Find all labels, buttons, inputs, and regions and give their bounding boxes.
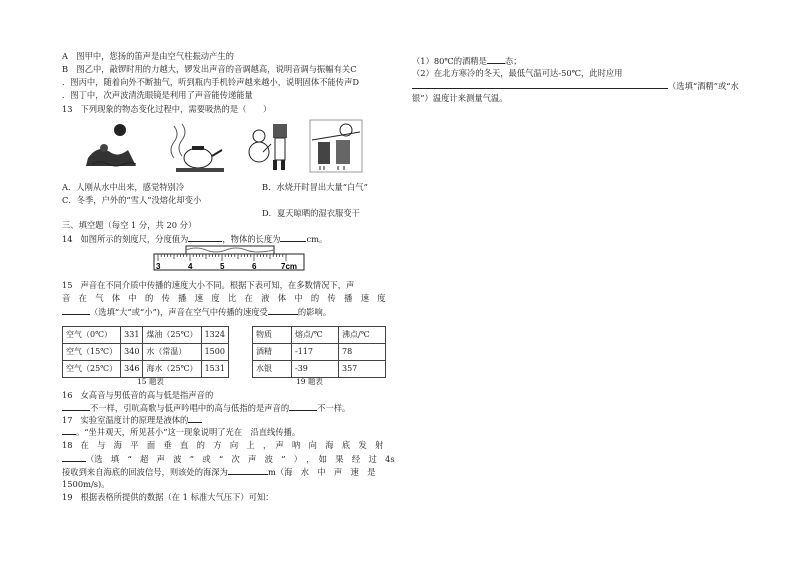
sound-speed-table	[62, 326, 229, 378]
answer-19-1-tail: 态；	[504, 56, 522, 66]
question-16-line1	[62, 390, 213, 400]
table-header: 物质	[253, 327, 292, 344]
ruler-tick-label: 6	[252, 262, 257, 271]
table-cell: 78	[339, 344, 386, 361]
table-row	[63, 344, 229, 361]
answer-19-2-text: （选填“酒精”或“水	[668, 81, 739, 91]
table-cell: 1324	[201, 327, 228, 344]
answer-blank[interactable]	[188, 233, 222, 242]
table-row	[253, 344, 386, 361]
answer-blank[interactable]	[289, 402, 317, 411]
question-13-text: 下列现象的物态变化过程中，需要吸热的是（ ）	[80, 104, 272, 114]
answer-19-1	[412, 55, 522, 66]
question-15-line1	[62, 280, 354, 290]
question-16-text: 不一样，引吭高歌与低声吟唱中的高与低指的是声音的	[90, 403, 290, 413]
table-cell: 空气（25℃）	[63, 361, 121, 378]
ruler-tick-label: 4	[188, 262, 193, 271]
answer-blank[interactable]	[487, 55, 505, 64]
option-c-line2: ．图丁中，次声波清洗眼镜是利用了声音能传递能量	[62, 90, 253, 100]
table-cell: 空气（15℃）	[63, 344, 121, 361]
ruler-tick-label: 3	[156, 262, 161, 271]
table-cell: -117	[292, 344, 339, 361]
answer-blank[interactable]	[188, 414, 202, 423]
question-18-line1	[62, 440, 383, 450]
drying-clothes-icon	[310, 120, 362, 172]
question-15-text: （选填“大”或“小”)，声音在空气中传播的速度受	[90, 307, 268, 317]
answer-blank[interactable]	[62, 402, 90, 411]
question-18-text: （选 填 “ 超 声 波 ” 或 “ 次 声 波 ” ） ， 如 果 经 过 4s	[86, 454, 395, 464]
table-cell: -39	[292, 361, 339, 378]
question-17	[62, 414, 202, 425]
question-15-line3	[62, 306, 331, 317]
question-18-number: 18	[62, 440, 73, 450]
question-15-text: 声音在不同介质中传播的速度大小不同。根据下表可知，在多数情况下，声	[80, 280, 355, 290]
question-17-end: 。	[76, 427, 85, 437]
question-15-number: 15	[62, 280, 73, 290]
question-16-tail: 不一样。	[317, 403, 351, 413]
well-question-text: “坐井观天，所见甚小”这一现象说明了光在 沿直线传播。	[84, 427, 301, 437]
ruler-tick-label: 7cm	[281, 262, 298, 271]
question-14-text: 如图所示的刻度尺，分度值为	[80, 234, 189, 244]
question-17-tail	[62, 426, 300, 437]
ruler	[150, 244, 310, 272]
table-cell: 357	[339, 361, 386, 378]
answer-19-1-text: （1）80℃的酒精是	[412, 56, 487, 66]
question-16-number: 16	[62, 390, 73, 400]
boiling-kettle-icon	[171, 124, 224, 172]
table-cell: 331	[121, 327, 143, 344]
option-a: A 图甲中，您扬的笛声是由空气柱振动产生的	[62, 51, 234, 61]
question-13-pictures	[78, 118, 368, 176]
answer-blank[interactable]	[62, 306, 90, 315]
table-15-caption: 15 题表	[137, 377, 164, 386]
answer-19-2-line3: 银”）温度计来测量气温。	[412, 93, 508, 103]
question-13-option-a: A．人刚从水中出来，感觉特别冷	[62, 182, 185, 192]
answer-blank[interactable]	[268, 306, 298, 315]
question-19-text: 根据表格所提供的数据（在 1 标准大气压下）可知：	[80, 492, 274, 502]
question-16-text: 女高音与男低音的高与低是指声音的	[80, 390, 214, 400]
question-18-line3	[62, 466, 375, 477]
question-18-line2	[62, 453, 395, 464]
table-cell: 340	[121, 344, 143, 361]
question-13-option-c: C．冬季，户外的“雪人”没熔化却变小	[62, 195, 202, 205]
question-13-number: 13	[62, 104, 73, 114]
table-row	[63, 361, 229, 378]
table-cell: 水银	[253, 361, 292, 378]
table-cell: 346	[121, 361, 143, 378]
answer-19-2-line2	[412, 80, 739, 91]
question-14	[62, 233, 327, 244]
option-b: B 图乙中，敲锣时用的力越大，锣发出声音的音调越高，说明音调与振幅有关C	[62, 64, 357, 74]
table-row	[63, 327, 229, 344]
table-cell: 煤油（25℃）	[143, 327, 201, 344]
answer-19-2-line1: （2）在北方寒冷的冬天，最低气温可达-50℃，此时应用	[412, 68, 623, 78]
question-13	[62, 104, 271, 114]
question-15-tail: 的影响。	[297, 307, 332, 317]
table-cell: 空气（0℃）	[63, 327, 121, 344]
question-18-line4: 1500m/s)。	[62, 479, 110, 489]
question-17-text: 实验室温度计的原理是液体的	[80, 415, 189, 425]
table-cell: 水（常温）	[143, 344, 201, 361]
answer-blank[interactable]	[62, 426, 76, 435]
question-15-line2: 音 在 气 体 中 的 传 播 速 度 比 在 液 体 中 的 传 播 速 度	[62, 293, 386, 303]
question-14-unit: cm。	[306, 234, 328, 244]
answer-blank[interactable]	[62, 453, 86, 462]
question-18-text: 接收到来自海底的回波信号，则该处的海深为	[62, 467, 228, 477]
answer-blank[interactable]	[228, 466, 268, 475]
table-cell: 1500	[201, 344, 228, 361]
section-3-title: 三、填空题（每空 1 分，共 20 分）	[62, 220, 197, 230]
table-header: 熔点/℃	[292, 327, 339, 344]
answer-blank[interactable]	[412, 80, 668, 89]
melting-boiling-table	[252, 326, 386, 378]
table-row	[253, 327, 386, 344]
answer-blank[interactable]	[280, 233, 306, 242]
question-13-option-d: D．夏天晾晒的湿衣服变干	[262, 208, 360, 218]
ruler-tick-label: 5	[220, 262, 225, 271]
question-16-line2	[62, 402, 350, 413]
table-19-caption: 19 题表	[296, 377, 323, 386]
question-17-number: 17	[62, 415, 73, 425]
snowman-icon	[249, 124, 287, 170]
table-row	[253, 361, 386, 378]
question-14-mid: ，物体的长度为	[222, 234, 281, 244]
question-19	[62, 492, 274, 502]
table-cell: 1531	[201, 361, 228, 378]
question-14-number: 14	[62, 234, 73, 244]
question-18-text: m（海 水 中 声 速 是	[267, 467, 376, 477]
person-in-water-icon	[80, 122, 140, 172]
question-13-option-b: B．水烧开时冒出大量“白气”	[262, 182, 368, 192]
table-header: 沸点/℃	[339, 327, 386, 344]
option-c-line1: ．图丙中，随着向外不断抽气，听到瓶内手机铃声越来越小，说明固体不能传声D	[62, 77, 360, 87]
question-19-number: 19	[62, 492, 73, 502]
table-cell: 酒精	[253, 344, 292, 361]
table-cell: 海水（25℃）	[143, 361, 201, 378]
question-18-text: 在 与 海 平 面 垂 直 的 方 向 上 ， 声 呐 向 海 底 发 射	[80, 440, 384, 450]
